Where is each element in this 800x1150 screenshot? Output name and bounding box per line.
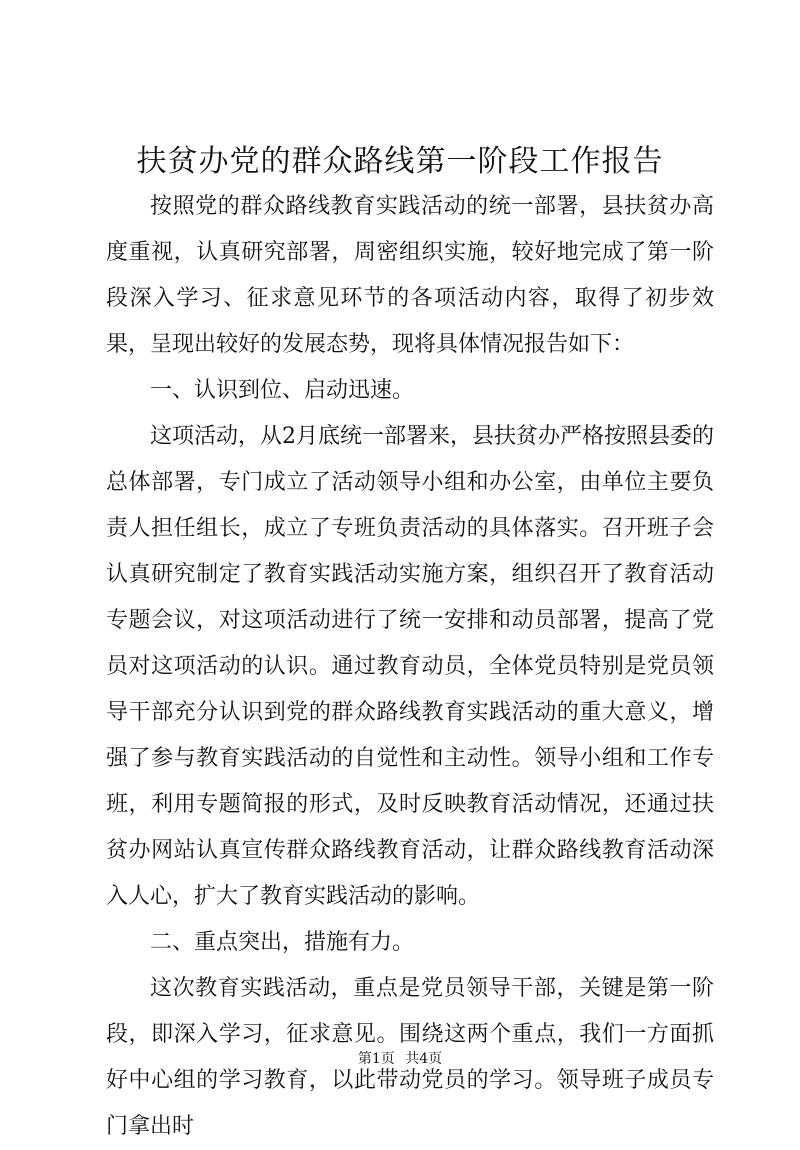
paragraph-section-1: 这项活动，从2月底统一部署来，县扶贫办严格按照县委的总体部署，专门成立了活动领导小组和办公室，由单位主要负责人担任组长，成立了专班负责活动的具体落实。召开班子会认真研究制定了教育实践活动实施方案，组织召开了教育活动专题会议，对这项活动进行了统一安排和动员部署，提高了党员对这项活动的认识。通过教育动员，全体党员特别是党员领导干部充分认识到党的群众路线教育实践活动的重大意义，增强了参与教育实践活动的自觉性和主动性。领导小组和工作专班，利用专题简报的形式，及时反映教育活动情况，还通过扶贫办网站认真宣传群众路线教育活动，让群众路线教育活动深入人心，扩大了教育实践活动的影响。	[106, 424, 714, 909]
page-total: 共4页	[405, 1051, 443, 1067]
page-footer	[0, 1049, 800, 1069]
document-body	[106, 184, 714, 1150]
document-title: 扶贫办党的群众路线第一阶段工作报告	[136, 144, 664, 179]
page-number: 第1页	[357, 1051, 395, 1067]
heading-section-2: 二、重点突出，措施有力。	[150, 930, 415, 955]
paragraph-intro: 按照党的群众路线教育实践活动的统一部署，县扶贫办高度重视，认真研究部署，周密组织实施，较好地完成了第一阶段深入学习、征求意见环节的各项活动内容，取得了初步效果，呈现出较好的发展态势，现将具体情况报告如下：	[106, 194, 714, 357]
paragraph-section-2: 这次教育实践活动，重点是党员领导干部，关键是第一阶段，即深入学习，征求意见。围绕这两个重点，我们一方面抓好中心组的学习教育，以此带动党员的学习。领导班子成员专门拿出时	[106, 976, 714, 1139]
heading-section-1: 一、认识到位、启动迅速。	[150, 378, 415, 403]
